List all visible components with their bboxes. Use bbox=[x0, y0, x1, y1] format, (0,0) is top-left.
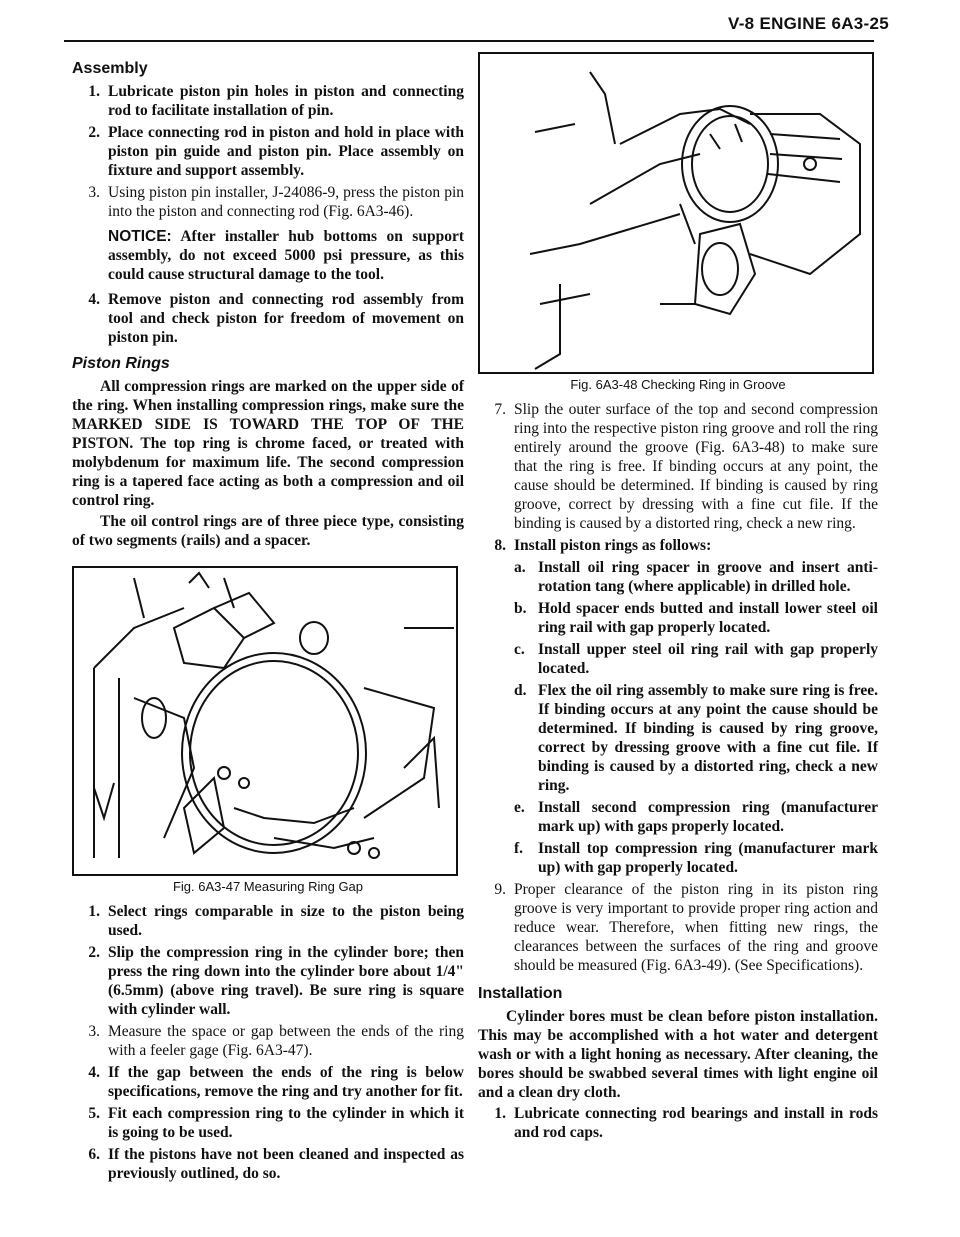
step-8b: b. Hold spacer ends butted and install lower steel oil ring rail with gap properly located. bbox=[514, 600, 878, 636]
piston-rings-para-2: The oil control rings are of three piece type, consisting of two segments (rails) and a spacer. bbox=[72, 513, 464, 549]
assembly-step-3: 3. Using piston pin installer, J-24086-9, press the piston pin into the piston and connecting rod (Fig. 6A3-46). bbox=[88, 184, 464, 220]
ring-groove-illustration bbox=[480, 54, 872, 372]
assembly-step-1: 1. Lubricate piston pin holes in piston and connecting rod to facilitate installation of pin. bbox=[88, 83, 464, 119]
step-8e: e. Install second compression ring (manufacturer mark up) with gaps properly located. bbox=[514, 799, 878, 835]
assembly-step-2: 2. Place connecting rod in piston and hold in place with piston pin guide and piston pin. Place assembly on fixture and support assembly. bbox=[88, 124, 464, 179]
gap-step-2: 2. Slip the compression ring in the cylinder bore; then press the ring down into the cylinder bore about 1/4" (6.5mm) (above ring travel). Be sure ring is square with cylinder wall. bbox=[88, 944, 464, 1018]
gap-step-1: 1. Select rings comparable in size to the piston being used. bbox=[88, 903, 464, 939]
piston-rings-heading: Piston Rings bbox=[72, 355, 170, 372]
figure-checking-ring-in-groove bbox=[478, 52, 874, 374]
installation-heading: Installation bbox=[478, 985, 563, 1002]
step-8c: c. Install upper steel oil ring rail with gap properly located. bbox=[514, 641, 878, 677]
ring-gap-illustration bbox=[74, 568, 456, 874]
right-column bbox=[478, 52, 878, 1145]
step-8f: f. Install top compression ring (manufacturer mark up) with gap properly located. bbox=[514, 840, 878, 876]
gap-step-5: 5. Fit each compression ring to the cylinder in which it is going to be used. bbox=[88, 1105, 464, 1141]
assembly-steps bbox=[72, 82, 464, 221]
notice-label: NOTICE: bbox=[108, 228, 172, 245]
assembly-heading: Assembly bbox=[72, 60, 148, 77]
figure-measuring-ring-gap bbox=[72, 566, 458, 876]
fig47-caption: Fig. 6A3-47 Measuring Ring Gap bbox=[172, 879, 364, 894]
step-9: 9. Proper clearance of the piston ring in its piston ring groove is very important to provide proper ring action and reduce wear. Therefore, when fitting new rings, the clearances between the surfaces of the ring and groove should be measured (Fig. 6A3-49). (See Specifications). bbox=[494, 881, 878, 974]
header-rule bbox=[64, 40, 874, 42]
gap-step-4: 4. If the gap between the ends of the ring is below specifications, remove the ring and try another for fit. bbox=[88, 1064, 464, 1100]
step-8d: d. Flex the oil ring assembly to make sure ring is free. If binding occurs at any point the cause should be determined. If binding is caused by ring groove, correct by dressing groove with a fine cut file. If binding is caused by a distorted ring, check a new ring. bbox=[514, 682, 878, 794]
piston-rings-para-1: All compression rings are marked on the upper side of the ring. When installing compression rings, make sure the MARKED SIDE IS TOWARD THE TOP OF THE PISTON. The top ring is chrome faced, or treated with molybdenum for maximum life. The second compression ring is a tapered face acting as both a compression and oil control ring. bbox=[72, 378, 464, 509]
installation-para: Cylinder bores must be clean before piston installation. This may be accomplished with a hot water and detergent wash or with a light honing as necessary. After cleaning, the bores should be swabbed several times with light engine oil and a clean dry cloth. bbox=[478, 1008, 878, 1101]
notice-text: After installer hub bottoms on support assembly, do not exceed 5000 psi pressure, as this could cause structural damage to the tool. bbox=[108, 228, 464, 283]
step-8: 8. Install piston rings as follows: bbox=[494, 537, 712, 554]
ring-gap-steps bbox=[72, 902, 464, 1183]
page-header: V-8 ENGINE 6A3-25 bbox=[728, 14, 889, 33]
step-8a: a. Install oil ring spacer in groove and insert anti-rotation tang (where applicable) in drilled hole. bbox=[514, 559, 878, 595]
step-7: 7. Slip the outer surface of the top and second compression ring into the respective piston ring groove and roll the ring entirely around the groove (Fig. 6A3-48) to make sure that the ring is free. If binding occurs at any point, the cause should be determined. If binding is caused by ring groove, correct by dressing with a fine cut file. If the binding is caused by a distorted ring, check a new ring. bbox=[494, 401, 878, 532]
left-column bbox=[72, 52, 464, 1186]
notice-block bbox=[108, 227, 464, 284]
gap-step-3: 3. Measure the space or gap between the ends of the ring with a feeler gage (Fig. 6A3-47). bbox=[88, 1023, 464, 1059]
gap-step-6: 6. If the pistons have not been cleaned and inspected as previously outlined, do so. bbox=[88, 1146, 464, 1182]
fig48-caption: Fig. 6A3-48 Checking Ring in Groove bbox=[570, 377, 786, 392]
assembly-step-4: 4. Remove piston and connecting rod assembly from tool and check piston for freedom of movement on piston pin. bbox=[88, 291, 464, 346]
installation-step-1: 1. Lubricate connecting rod bearings and install in rods and rod caps. bbox=[494, 1105, 878, 1141]
